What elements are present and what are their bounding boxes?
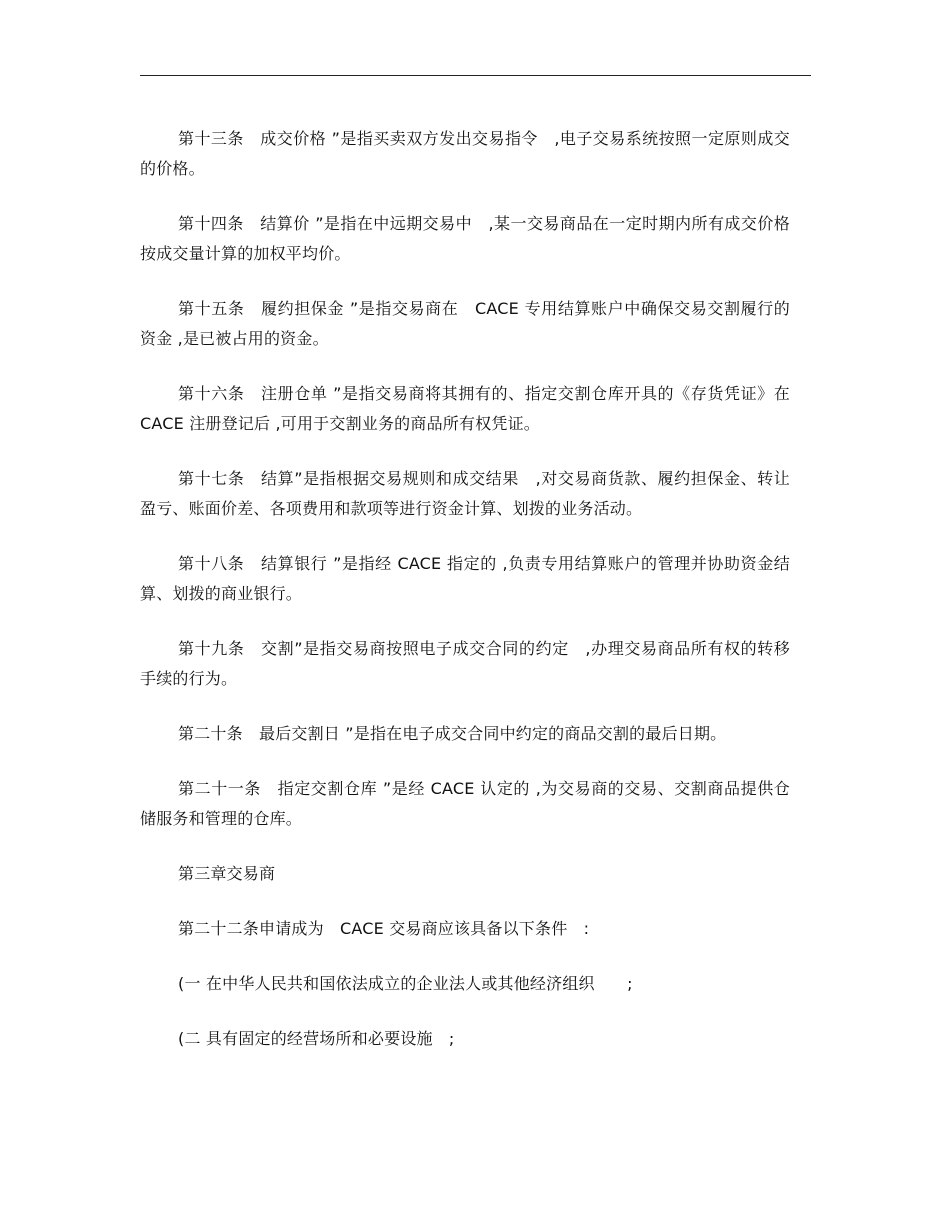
article-16: 第十六条 注册仓单 ”是指交易商将其拥有的、指定交割仓库开具的《存货凭证》在 CACE 注册登记后 ,可用于交割业务的商品所有权凭证。: [140, 384, 790, 433]
article-22: 第二十二条申请成为 CACE 交易商应该具备以下条件 :: [178, 919, 590, 938]
header-rule: [140, 75, 811, 76]
article-19: 第十九条 交割”是指交易商按照电子成交合同的约定 ,办理交易商品所有权的转移手续的行为。: [140, 639, 790, 688]
condition-item-2: (二 具有固定的经营场所和必要设施 ;: [178, 1029, 455, 1048]
article-14: 第十四条 结算价 ”是指在中远期交易中 ,某一交易商品在一定时期内所有成交价格按成交量计算的加权平均价。: [140, 214, 790, 263]
article-18: 第十八条 结算银行 ”是指经 CACE 指定的 ,负责专用结算账户的管理并协助资金结算、划拨的商业银行。: [140, 554, 790, 603]
article-13: 第十三条 成交价格 ”是指买卖双方发出交易指令 ,电子交易系统按照一定原则成交的价格。: [140, 129, 790, 178]
article-21: 第二十一条 指定交割仓库 ”是经 CACE 认定的 ,为交易商的交易、交割商品提供仓储服务和管理的仓库。: [140, 779, 790, 828]
article-15: 第十五条 履约担保金 ”是指交易商在 CACE 专用结算账户中确保交易交割履行的资金 ,是已被占用的资金。: [140, 299, 790, 348]
document-body: [140, 124, 790, 1079]
condition-item-1: (一 在中华人民共和国依法成立的企业法人或其他经济组织 ;: [178, 974, 633, 993]
chapter-3-heading: 第三章交易商: [178, 864, 276, 883]
article-17: 第十七条 结算”是指根据交易规则和成交结果 ,对交易商货款、履约担保金、转让盈亏、账面价差、各项费用和款项等进行资金计算、划拨的业务活动。: [140, 469, 790, 518]
article-20: 第二十条 最后交割日 ”是指在电子成交合同中约定的商品交割的最后日期。: [178, 724, 727, 743]
